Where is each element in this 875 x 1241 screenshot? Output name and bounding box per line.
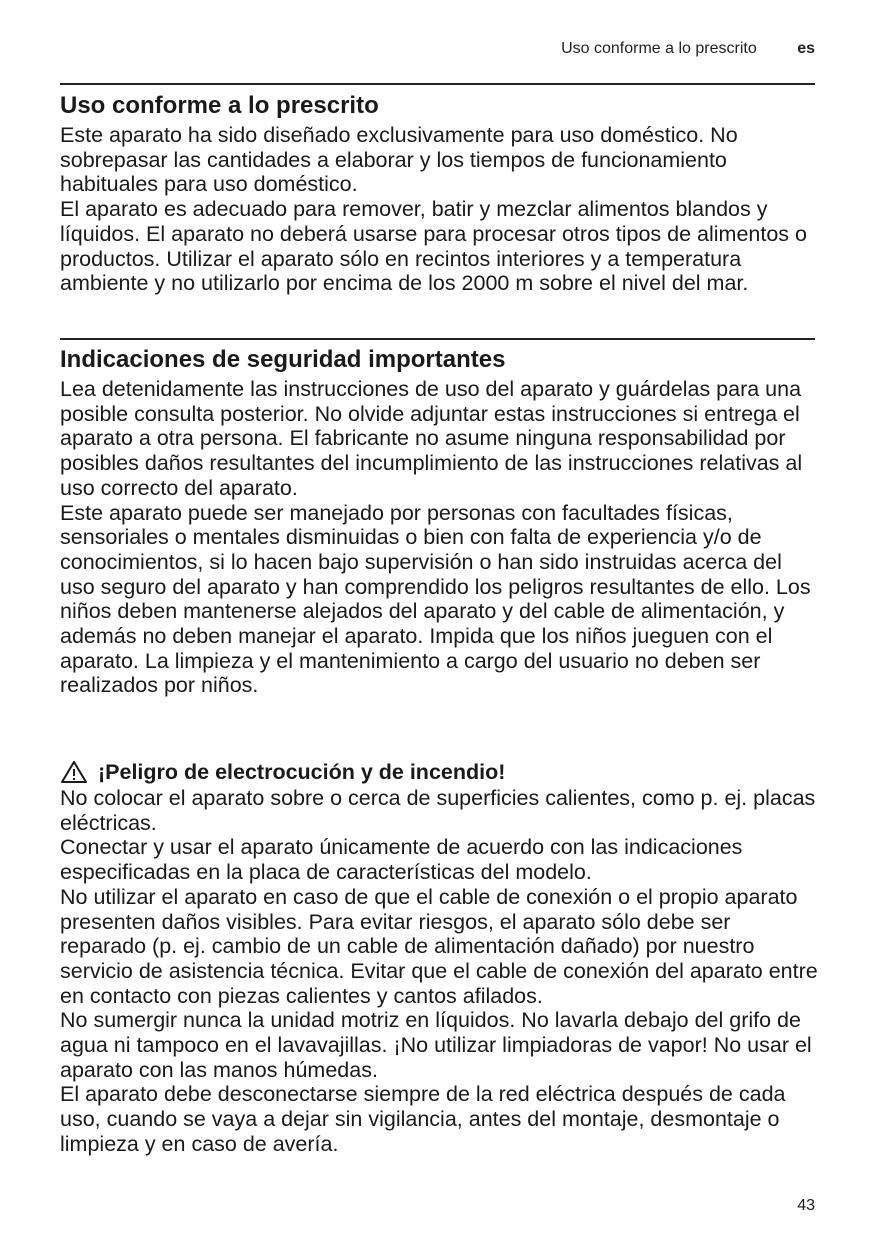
warning-body: [60, 786, 820, 1157]
paragraph: Este aparato puede ser manejado por personas con facultades físicas, sensoriales o mentales disminuidas o bien con falta de experiencia y/o de conocimientos, si lo hacen bajo supervisión o han sido instruidas acerca del uso seguro del aparato y han comprendido los peligros resultantes de ello. Los niños deben mantenerse alejados del aparato y del cable de alimentación, y además no deben manejar el aparato. Impida que los niños jueguen con el aparato. La limpieza y el mantenimiento a cargo del usuario no deben ser realizados por niños.: [60, 500, 811, 698]
paragraph: No utilizar el aparato en caso de que el cable de conexión o el propio aparato presenten daños visibles. Para evitar riesgos, el aparato sólo debe ser reparado (p. ej. cambio de un cable de alimentación dañado) por nuestro servicio de asistencia técnica. Evitar que el cable de conexión del aparato entre en contacto con piezas calientes y cantos afilados.: [60, 884, 818, 1008]
section-divider: [60, 83, 815, 85]
paragraph: Este aparato ha sido diseñado exclusivamente para uso doméstico. No sobrepasar las cantidades a elaborar y los tiempos de funcionamiento habituales para uso doméstico.: [60, 123, 738, 197]
section-divider: [60, 338, 815, 340]
paragraph: Conectar y usar el aparato únicamente de acuerdo con las indicaciones especificadas en la placa de características del modelo.: [60, 835, 743, 885]
paragraph: El aparato debe desconectarse siempre de la red eléctrica después de cada uso, cuando se vaya a dejar sin vigilancia, antes del montaje, desmontaje o limpieza y en caso de avería.: [60, 1082, 786, 1156]
running-header: [60, 40, 815, 58]
header-language-code: es: [797, 40, 815, 57]
section-title-safety: Indicaciones de seguridad importantes: [60, 346, 506, 373]
warning-title: ¡Peligro de electrocución y de incendio!: [98, 760, 506, 784]
section-title-intended-use: Uso conforme a lo prescrito: [60, 92, 379, 119]
paragraph: No colocar el aparato sobre o cerca de superficies calientes, como p. ej. placas eléctricas.: [60, 786, 816, 835]
warning-triangle-icon: [60, 760, 88, 784]
warning-heading: [60, 759, 505, 785]
paragraph: El aparato es adecuado para remover, batir y mezclar alimentos blandos y líquidos. El aparato no deberá usarse para procesar otros tipos de alimentos o productos. Utilizar el aparato sólo en recintos interiores y a temperatura ambiente y no utilizarlo por encima de los 2000 m sobre el nivel del mar.: [60, 197, 807, 296]
page-number: 43: [797, 1197, 815, 1214]
safety-body: [60, 377, 820, 698]
paragraph: Lea detenidamente las instrucciones de uso del aparato y guárdelas para una posible consulta posterior. No olvide adjuntar estas instrucciones si entrega el aparato a otra persona. El fabricante no asume ninguna responsabilidad por posibles daños resultantes del incumplimiento de las instrucciones relativas al uso correcto del aparato.: [60, 377, 803, 500]
header-section-title: Uso conforme a lo prescrito: [561, 40, 757, 57]
intended-use-body: [60, 123, 820, 296]
paragraph: No sumergir nunca la unidad motriz en líquidos. No lavarla debajo del grifo de agua ni tampoco en el lavavajillas. ¡No utilizar limpiadoras de vapor! No usar el aparato con las manos húmedas.: [60, 1008, 812, 1082]
